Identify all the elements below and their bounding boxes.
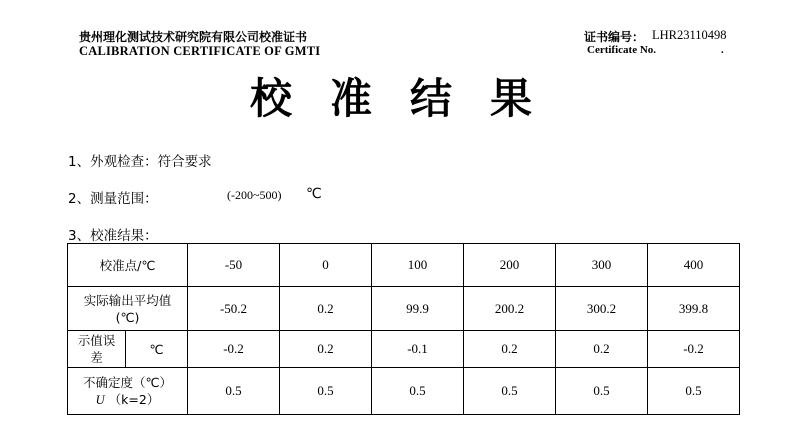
table-cell: 0.2 <box>280 331 372 368</box>
table-cell: 300 <box>556 244 648 287</box>
certificate-number-label-english: Certificate No. <box>587 44 657 56</box>
row-header-line: 实际输出平均值 <box>83 292 172 308</box>
table-cell: 0.5 <box>648 368 740 415</box>
calibration-results-label: 3、校准结果： <box>68 228 158 244</box>
table-cell: 0 <box>280 244 372 287</box>
page-title: 校准结果 <box>250 74 571 123</box>
table-cell: -0.2 <box>648 331 740 368</box>
table-cell: 0.2 <box>280 287 372 331</box>
measurement-range-value: (-200~500) <box>227 188 282 202</box>
table-cell: 399.8 <box>648 287 740 331</box>
row-header-line: 不确定度（℃） <box>82 374 173 390</box>
table-cell: 400 <box>648 244 740 287</box>
row-header-uncertainty <box>68 368 188 415</box>
row-header-line: (℃) <box>115 309 140 325</box>
row-header-line: 示值误 <box>77 333 116 348</box>
row-header-line <box>68 391 187 409</box>
table-row-indication-error <box>68 331 740 368</box>
row-header-calibration-point: 校准点/℃ <box>68 244 188 287</box>
table-cell: 0.5 <box>464 368 556 415</box>
row-header-unit: ℃ <box>126 331 188 368</box>
table-cell: 300.2 <box>556 287 648 331</box>
coverage-factor: （k=2） <box>108 391 160 407</box>
table-row-actual-output <box>68 287 740 331</box>
table-cell: -50 <box>188 244 280 287</box>
table-cell: 200 <box>464 244 556 287</box>
certificate-number-label: 证书编号： <box>584 30 645 44</box>
row-header-line: 差 <box>90 350 103 365</box>
row-header-actual-output <box>68 287 188 331</box>
table-cell: -50.2 <box>188 287 280 331</box>
certificate-number-value: LHR23110498 <box>652 28 727 42</box>
table-row-uncertainty <box>68 368 740 415</box>
issuer-name-chinese: 贵州理化测试技术研究院有限公司校准证书 <box>79 30 308 44</box>
issuer-name-english: CALIBRATION CERTIFICATE OF GMTI <box>79 44 321 58</box>
certificate-number-english-dot: . <box>721 44 724 56</box>
appearance-check-line: 1、外观检查：符合要求 <box>68 154 212 170</box>
table-cell: 0.2 <box>464 331 556 368</box>
table-cell: 0.2 <box>556 331 648 368</box>
table-cell: 0.5 <box>188 368 280 415</box>
table-cell: 0.5 <box>556 368 648 415</box>
uncertainty-symbol: U <box>95 392 105 407</box>
measurement-range-label: 2、测量范围： <box>68 191 158 207</box>
table-cell: 100 <box>372 244 464 287</box>
table-cell: 200.2 <box>464 287 556 331</box>
table-cell: -0.1 <box>372 331 464 368</box>
table-cell: 0.5 <box>280 368 372 415</box>
row-header-indication-error <box>68 331 126 368</box>
calibration-results-table <box>67 243 740 415</box>
table-cell: 0.5 <box>372 368 464 415</box>
table-cell: 99.9 <box>372 287 464 331</box>
table-row-calibration-point <box>68 244 740 287</box>
table-cell: -0.2 <box>188 331 280 368</box>
measurement-range-unit: ℃ <box>306 186 322 202</box>
